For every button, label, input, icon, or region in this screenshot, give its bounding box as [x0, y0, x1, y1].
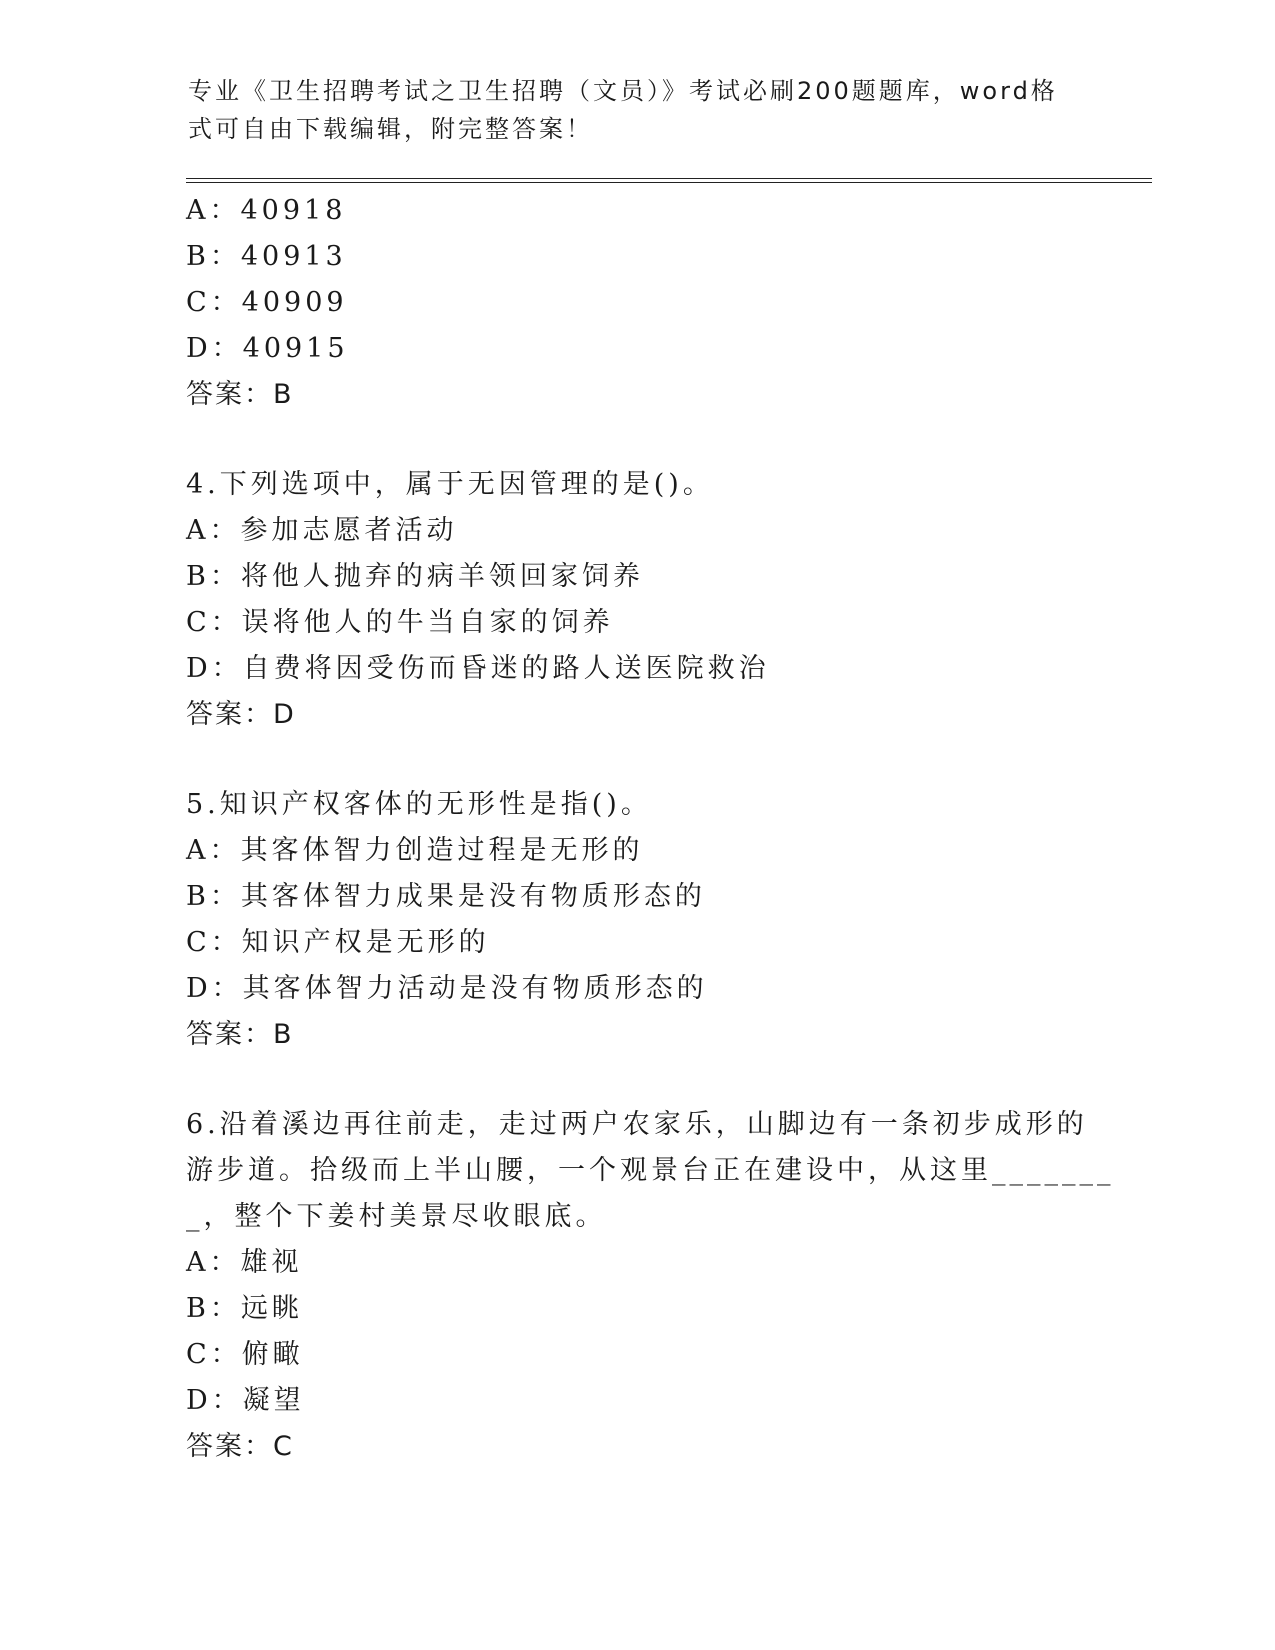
question-6-answer: 答案：C [186, 1431, 294, 1462]
question-3-option-c: C：40909 [186, 287, 348, 318]
question-3-block [186, 188, 1116, 418]
question-4-option-b: B：将他人抛弃的病羊领回家饲养 [186, 561, 644, 592]
document-header: 专业《卫生招聘考试之卫生招聘（文员）》考试必刷200题题库，word格式可自由下载编辑，附完整答案！ [188, 77, 1058, 143]
spacer [186, 418, 1116, 462]
spacer [186, 738, 1116, 782]
question-4-answer: 答案：D [186, 699, 296, 730]
question-4-option-a: A：参加志愿者活动 [186, 515, 458, 546]
document-body [186, 188, 1116, 1470]
question-4-stem: 4.下列选项中，属于无因管理的是()。 [186, 469, 714, 500]
question-5-answer: 答案：B [186, 1019, 294, 1050]
question-6-stem: 6.沿着溪边再往前走，走过两户农家乐，山脚边有一条初步成形的游步道。拾级而上半山腰，一个观景台正在建设中，从这里________，整个下姜村美景尽收眼底。 [186, 1109, 1115, 1232]
question-3-option-b: B：40913 [186, 241, 347, 272]
spacer [186, 1058, 1116, 1102]
question-5-option-b: B：其客体智力成果是没有物质形态的 [186, 881, 706, 912]
question-6-option-a: A：雄视 [186, 1247, 303, 1278]
question-4-option-c: C：误将他人的牛当自家的饲养 [186, 607, 614, 638]
question-6-option-b: B：远眺 [186, 1293, 303, 1324]
question-3-option-d: D：40915 [186, 333, 349, 364]
question-5-option-c: C：知识产权是无形的 [186, 927, 490, 958]
question-6-option-c: C：俯瞰 [186, 1339, 304, 1370]
question-6-block [186, 1102, 1116, 1470]
question-5-stem: 5.知识产权客体的无形性是指()。 [186, 789, 652, 820]
question-5-block [186, 782, 1116, 1058]
question-6-option-d: D：凝望 [186, 1385, 305, 1416]
question-4-option-d: D：自费将因受伤而昏迷的路人送医院救治 [186, 653, 770, 684]
header-divider [186, 178, 1152, 183]
question-4-block [186, 462, 1116, 738]
question-5-option-a: A：其客体智力创造过程是无形的 [186, 835, 644, 866]
question-3-option-a: A：40918 [186, 195, 347, 226]
question-5-option-d: D：其客体智力活动是没有物质形态的 [186, 973, 708, 1004]
question-3-answer: 答案：B [186, 379, 294, 410]
